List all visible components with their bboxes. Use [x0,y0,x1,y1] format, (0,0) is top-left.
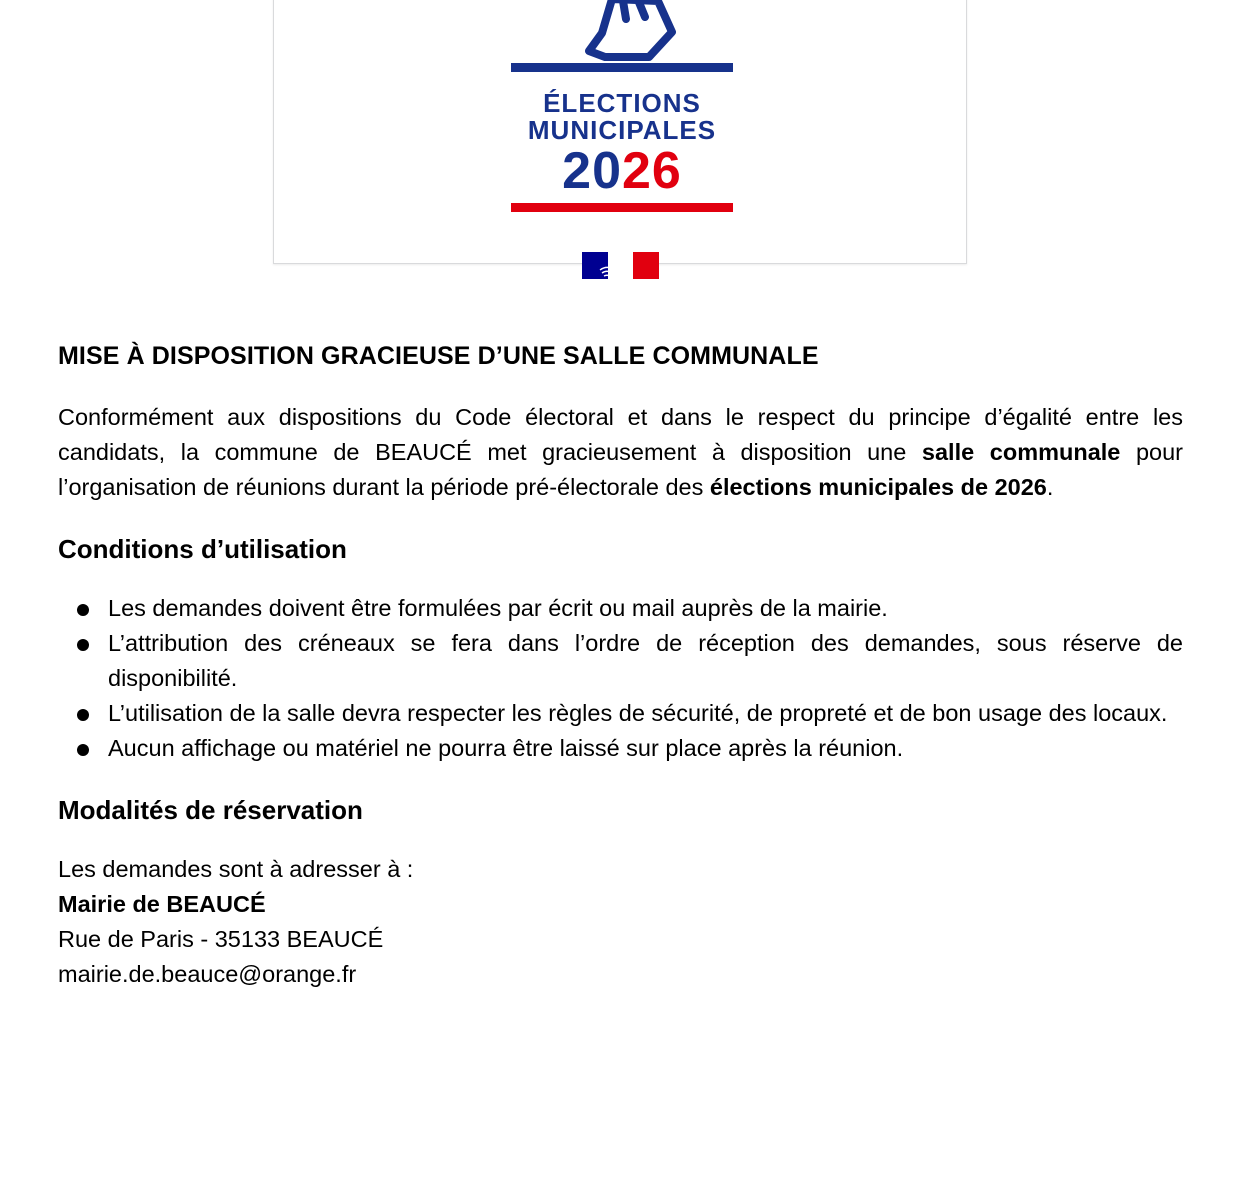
republique-francaise-flag-logo [582,252,659,279]
intro-bold-elections: élections municipales de 2026 [709,474,1047,500]
list-item [58,591,1183,626]
list-item-text: Aucun affichage ou matériel ne pourra être laissé sur place après la réunion. [108,735,904,761]
bullet-icon [77,604,89,616]
intro-paragraph [58,400,1183,505]
intro-text: . [1046,474,1054,500]
mairie-name: Mairie de BEAUCÉ [58,891,266,917]
bullet-icon [77,744,89,756]
poster-year-part1: 20 [562,142,622,200]
mairie-email: mairie.de.beauce@orange.fr [58,961,357,987]
bullet-icon [77,639,89,651]
bullet-icon [77,709,89,721]
list-item [58,696,1183,731]
poster-line2: MUNICIPALES [527,115,717,145]
page-title: MISE À DISPOSITION GRACIEUSE D’UNE SALLE COMMUNALE [58,342,819,370]
conditions-list [58,591,1183,766]
flag-red-band [633,252,659,279]
elections-poster-image [273,0,967,264]
reservation-heading: Modalités de réservation [58,795,363,825]
list-item-text: L’utilisation de la salle devra respecter les règles de sécurité, de propreté et de bon usage des locaux. [108,700,1168,726]
list-item [58,731,1183,766]
intro-bold-salle: salle communale [921,439,1121,465]
ballot-box-illustration [274,0,967,264]
list-item-text: Les demandes doivent être formulées par écrit ou mail auprès de la mairie. [108,595,888,621]
intro-text: pour l’organisation de réunions durant la période pré-électorale des [58,439,1183,500]
list-item-text: L’attribution des créneaux se fera dans l’ordre de réception des demandes, sous réserve de disponibilité. [108,630,1183,691]
poster-year-part2: 26 [622,142,682,200]
list-item [58,626,1183,696]
poster-line1: ÉLECTIONS [543,88,701,118]
reservation-details [58,852,1183,992]
flag-blue-band [582,252,608,279]
poster-red-bar [511,203,733,212]
intro-text: Conformément aux dispositions du Code électoral et dans le respect du principe d’égalité entre les candidats, la commune de BEAUCÉ met gracieusement à disposition une [58,404,1183,465]
ballot-envelope-outline [589,0,672,57]
ballot-box-slot [511,63,733,72]
poster-year [562,142,682,200]
reservation-intro: Les demandes sont à adresser à : [58,856,414,882]
conditions-heading: Conditions d’utilisation [58,534,347,564]
mairie-address: Rue de Paris - 35133 BEAUCÉ [58,926,384,952]
document-content [58,338,1183,992]
